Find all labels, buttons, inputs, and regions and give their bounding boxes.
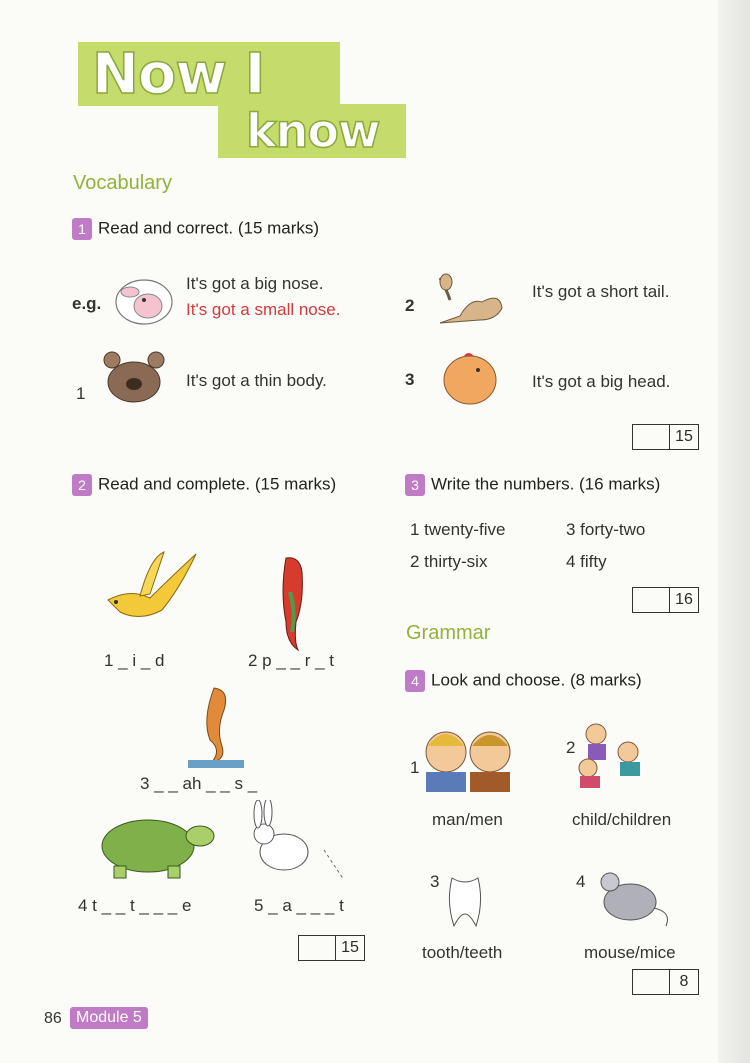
page-title [78, 28, 400, 158]
item-number: 2 [566, 738, 576, 757]
score-box [632, 969, 699, 995]
item-number: 2 [405, 296, 415, 315]
ex2-item-2: 2 p _ _ r _ t [248, 651, 334, 670]
exercise-1-heading [72, 218, 319, 240]
page-edge-shadow [718, 0, 750, 1063]
score-blank[interactable] [633, 588, 670, 612]
ex2-item-1: 1 _ i _ d [104, 651, 165, 670]
example-label: e.g. [72, 294, 102, 313]
item-2-sentence: It's got a short tail. [532, 282, 670, 301]
score-total: 8 [679, 973, 689, 990]
ex3-item-3: 3 forty-two [566, 520, 646, 539]
score-blank[interactable] [633, 970, 670, 994]
exercise-number: 3 [405, 474, 425, 496]
example-answer: It's got a small nose. [186, 300, 341, 319]
exercise-title: Look and choose. (8 marks) [431, 670, 642, 690]
score-total: 16 [675, 591, 693, 608]
kangaroo-picture [430, 268, 510, 330]
sheep-picture [108, 270, 176, 330]
exercise-number: 4 [405, 670, 425, 692]
example-sentence: It's got a big nose. [186, 274, 324, 293]
module-tag: Module 5 [70, 1007, 148, 1029]
title-line2: know [246, 104, 380, 158]
tooth-picture [440, 872, 490, 932]
exercise-title: Read and complete. (15 marks) [98, 474, 337, 494]
item-number: 3 [405, 370, 415, 389]
parrot-picture [272, 552, 312, 652]
ex2-item-3: 3 _ _ ah _ _ s _ [140, 774, 258, 793]
ex4-label-1: man/men [432, 810, 503, 829]
score-total: 15 [341, 939, 359, 956]
item-1-sentence: It's got a thin body. [186, 371, 327, 390]
tortoise-picture [92, 812, 218, 882]
exercise-3-heading [405, 474, 660, 496]
item-number: 1 [410, 758, 420, 777]
score-box [632, 424, 699, 450]
item-number: 3 [430, 872, 440, 891]
exercise-title: Write the numbers. (16 marks) [431, 474, 661, 494]
score-blank[interactable] [299, 936, 336, 960]
ex3-item-2: 2 thirty-six [410, 552, 488, 571]
item-number: 1 [76, 384, 86, 403]
exercise-4-heading [405, 670, 642, 692]
item-number: 4 [576, 872, 586, 891]
children-picture [574, 720, 664, 792]
item-3-sentence: It's got a big head. [532, 372, 671, 391]
title-line1: Now I [92, 42, 265, 107]
section-grammar: Grammar [406, 622, 491, 644]
score-blank[interactable] [633, 425, 670, 449]
exercise-number: 2 [72, 474, 92, 496]
exercise-title: Read and correct. (15 marks) [98, 218, 320, 238]
ex4-label-4: mouse/mice [584, 943, 676, 962]
ex2-item-5: 5 _ a _ _ _ t [254, 896, 344, 915]
bird-picture [100, 548, 200, 632]
mouse-picture [596, 868, 676, 930]
ex3-item-4: 4 fifty [566, 552, 607, 571]
ex2-item-4: 4 t _ _ t _ _ _ e [78, 896, 192, 915]
exercise-number: 1 [72, 218, 92, 240]
ex4-label-3: tooth/teeth [422, 943, 503, 962]
section-vocabulary: Vocabulary [73, 172, 172, 194]
rabbit-picture [244, 800, 350, 892]
score-box [632, 587, 699, 613]
score-total: 15 [675, 428, 693, 445]
seahorse-picture [186, 680, 246, 770]
chicken-picture [438, 348, 502, 410]
ex3-item-1: 1 twenty-five [410, 520, 506, 539]
koala-picture [98, 350, 170, 410]
score-box [298, 935, 365, 961]
page-number: 86 [44, 1010, 62, 1027]
men-picture [420, 722, 520, 794]
exercise-2-heading [72, 474, 336, 496]
ex4-label-2: child/children [572, 810, 672, 829]
